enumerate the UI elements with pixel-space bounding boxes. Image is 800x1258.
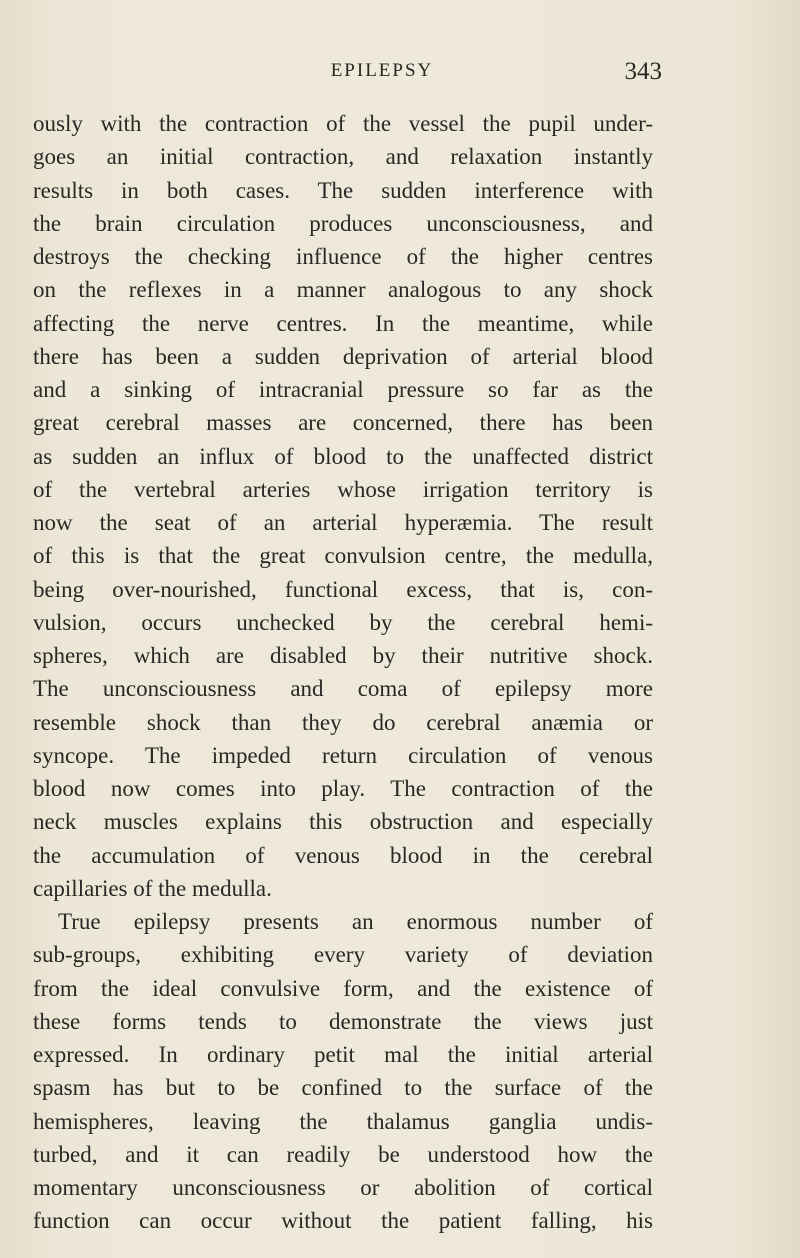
text-line: being over-nourished, functional excess, that is, con- <box>33 576 653 602</box>
text-line: these forms tends to demonstrate the views just <box>33 1008 653 1034</box>
text-line: as sudden an influx of blood to the unaffected district <box>33 443 653 469</box>
paragraph-start-line: True epilepsy presents an enormous number of <box>58 909 653 934</box>
text-line: the accumulation of venous blood in the cerebral <box>33 842 653 868</box>
text-line: vulsion, occurs unchecked by the cerebral hemi- <box>33 609 653 635</box>
text-line: great cerebral masses are concerned, there has been <box>33 410 653 436</box>
text-line: ously with the contraction of the vessel the pupil under- <box>33 111 653 136</box>
text-line: neck muscles explains this obstruction and especially <box>33 809 653 835</box>
text-line: on the reflexes in a manner analogous to any shock <box>33 277 653 303</box>
running-title: EPILEPSY <box>330 60 434 81</box>
text-line: the brain circulation produces unconsciousness, and <box>33 210 653 236</box>
text-line: there has been a sudden deprivation of arterial blood <box>33 343 653 369</box>
text-line: sub-groups, exhibiting every variety of deviation <box>33 942 653 968</box>
text-line: expressed. In ordinary petit mal the initial arterial <box>33 1042 653 1067</box>
text-line: hemispheres, leaving the thalamus ganglia undis- <box>33 1108 653 1134</box>
text-line: function can occur without the patient falling, his <box>33 1208 653 1234</box>
text-line: from the ideal convulsive form, and the existence of <box>33 975 653 1001</box>
paragraph-end-line: capillaries of the medulla. <box>33 875 272 901</box>
text-line: momentary unconsciousness or abolition of cortical <box>33 1175 653 1200</box>
text-line: results in both cases. The sudden interference with <box>33 177 653 203</box>
text-line: blood now comes into play. The contraction of the <box>33 776 653 801</box>
text-line: affecting the nerve centres. In the meantime, while <box>33 310 653 336</box>
text-line: resemble shock than they do cerebral anæmia or <box>33 709 653 735</box>
page-header <box>32 58 732 90</box>
text-line: of this is that the great convulsion centre, the medulla, <box>33 543 653 569</box>
text-line: spasm has but to be confined to the surface of the <box>33 1075 653 1101</box>
page-number: 343 <box>624 58 662 85</box>
text-line: and a sinking of intracranial pressure so far as the <box>33 377 653 402</box>
text-line: turbed, and it can readily be understood how the <box>33 1141 653 1167</box>
text-line: destroys the checking influence of the higher centres <box>33 244 653 269</box>
text-line: The unconsciousness and coma of epilepsy more <box>33 676 653 702</box>
text-line: of the vertebral arteries whose irrigation territory is <box>33 476 653 502</box>
text-line: syncope. The impeded return circulation of venous <box>33 742 653 768</box>
text-line: now the seat of an arterial hyperæmia. The result <box>33 510 653 535</box>
text-line: goes an initial contraction, and relaxation instantly <box>33 144 653 170</box>
body-text <box>33 107 653 1238</box>
text-line: spheres, which are disabled by their nutritive shock. <box>33 643 653 668</box>
